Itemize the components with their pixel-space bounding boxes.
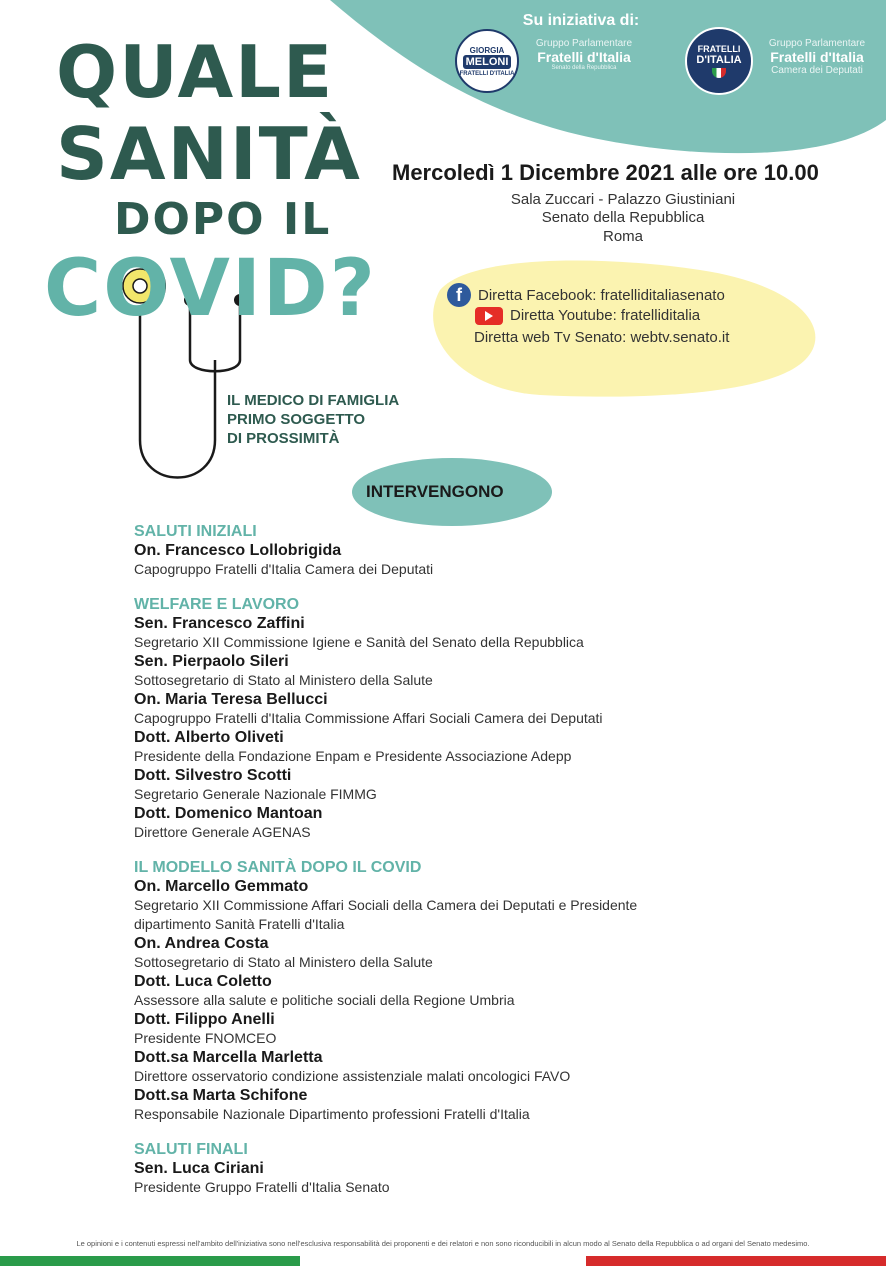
- speaker-name: On. Marcello Gemmato: [134, 878, 309, 895]
- title-line-4: COVID?: [44, 244, 377, 334]
- camera-group-chamber: Camera dei Deputati: [771, 65, 863, 76]
- camera-group-name: Fratelli d'Italia: [770, 49, 864, 65]
- fdi-logo-line-1: FRATELLI: [697, 44, 741, 54]
- program-section: [134, 858, 834, 1124]
- title-line-1: QUALE: [56, 30, 335, 114]
- speaker-role: Direttore Generale AGENAS: [134, 824, 311, 840]
- fdi-logo-line-2: D'ITALIA: [696, 54, 742, 66]
- event-venue-line: Sala Zuccari - Palazzo Giustiniani: [510, 191, 736, 208]
- fdi-logo: [685, 27, 753, 95]
- meloni-logo: [455, 29, 519, 93]
- speaker-name: Dott. Silvestro Scotti: [134, 767, 292, 784]
- speaker-role: Direttore osservatorio condizione assistenziale malati oncologici FAVO: [134, 1068, 571, 1084]
- subtitle-line: PRIMO SOGGETTO: [227, 411, 366, 428]
- speaker-role: Sottosegretario di Stato al Ministero della Salute: [134, 672, 433, 688]
- speaker-name: On. Andrea Costa: [134, 935, 269, 952]
- section-title: SALUTI FINALI: [134, 1141, 248, 1158]
- sponsor-title: Su iniziativa di:: [522, 12, 640, 29]
- senate-mark: Senato della Repubblica: [551, 65, 617, 71]
- speaker-name: Sen. Luca Ciriani: [134, 1160, 264, 1177]
- speaker-role: Segretario XII Commissione Affari Sociali della Camera dei Deputati e Presidente: [134, 897, 638, 913]
- event-date: Mercoledì 1 Dicembre 2021 alle ore 10.00: [392, 160, 819, 185]
- event-venue-line: Senato della Repubblica: [541, 209, 705, 226]
- speaker-role: dipartimento Sanità Fratelli d'Italia: [134, 916, 345, 932]
- speaker-role: Responsabile Nazionale Dipartimento professioni Fratelli d'Italia: [134, 1106, 530, 1122]
- stream-webtv: Diretta web Tv Senato: webtv.senato.it: [474, 329, 730, 346]
- speaker-name: Dott.sa Marta Schifone: [134, 1087, 308, 1104]
- section-title: IL MODELLO SANITÀ DOPO IL COVID: [134, 859, 422, 876]
- facebook-icon: f: [447, 283, 471, 307]
- subtitle: [227, 391, 399, 448]
- speaker-name: Dott. Domenico Mantoan: [134, 805, 323, 822]
- speaker-name: On. Francesco Lollobrigida: [134, 542, 342, 559]
- event-venue-line: Roma: [602, 228, 643, 245]
- speaker-name: On. Maria Teresa Bellucci: [134, 691, 328, 708]
- tricolor-flame-icon: [712, 68, 726, 78]
- speaker-role: Presidente della Fondazione Enpam e Presidente Associazione Adepp: [134, 748, 572, 764]
- stream-youtube: Diretta Youtube: fratelliditalia: [510, 307, 701, 324]
- disclaimer: Le opinioni e i contenuti espressi nell'ambito dell'iniziativa sono nell'esclusiva responsabilità dei proponenti e dei relatori e non sono riconducibili in alcun modo al Senato della Repubblica o ad organi del Senato medesimo.: [76, 1239, 810, 1248]
- speaker-role: Segretario Generale Nazionale FIMMG: [134, 786, 377, 802]
- speaker-name: Dott.sa Marcella Marletta: [134, 1049, 323, 1066]
- subtitle-line: DI PROSSIMITÀ: [227, 430, 340, 447]
- section-title: WELFARE E LAVORO: [134, 596, 300, 613]
- speaker-role: Capogruppo Fratelli d'Italia Camera dei Deputati: [134, 561, 434, 577]
- speaker-role: Sottosegretario di Stato al Ministero della Salute: [134, 954, 433, 970]
- italy-green-band: [0, 1256, 300, 1266]
- speaker-name: Dott. Luca Coletto: [134, 973, 272, 990]
- youtube-icon: [475, 307, 503, 325]
- speaker-name: Dott. Alberto Oliveti: [134, 729, 284, 746]
- section-title: SALUTI INIZIALI: [134, 523, 257, 540]
- program: [134, 522, 834, 1213]
- speaker-role: Presidente Gruppo Fratelli d'Italia Senato: [134, 1179, 390, 1195]
- speaker-name: Sen. Pierpaolo Sileri: [134, 653, 289, 670]
- title-line-3: DOPO IL: [114, 194, 332, 245]
- title-line-2: SANITÀ: [56, 112, 362, 196]
- speaker-role: Segretario XII Commissione Igiene e Sanità del Senato della Repubblica: [134, 634, 584, 650]
- senate-group-label: Gruppo Parlamentare: [535, 38, 633, 49]
- senate-group-block: [522, 38, 646, 71]
- program-section: [134, 522, 834, 579]
- logo-line-2: MELONI: [463, 55, 512, 69]
- speaker-role: Assessore alla salute e politiche sociali della Regione Umbria: [134, 992, 515, 1008]
- senate-group-name: Fratelli d'Italia: [537, 49, 631, 65]
- subtitle-line: IL MEDICO DI FAMIGLIA: [227, 392, 400, 409]
- camera-group-block: [755, 38, 879, 76]
- intervengono-heading: INTERVENGONO: [366, 482, 504, 501]
- speaker-name: Sen. Francesco Zaffini: [134, 615, 305, 632]
- speaker-role: Capogruppo Fratelli d'Italia Commissione Affari Sociali Camera dei Deputati: [134, 710, 603, 726]
- logo-line-1: GIORGIA: [469, 45, 505, 55]
- speaker-role: Presidente FNOMCEO: [134, 1030, 277, 1046]
- program-section: [134, 1140, 834, 1197]
- program-section: [134, 595, 834, 842]
- camera-group-label: Gruppo Parlamentare: [768, 38, 866, 49]
- stream-facebook: Diretta Facebook: fratelliditaliasenato: [478, 287, 725, 304]
- logo-line-3: FRATELLI D'ITALIA: [459, 70, 515, 77]
- italy-red-band: [586, 1256, 886, 1266]
- speaker-name: Dott. Filippo Anelli: [134, 1011, 275, 1028]
